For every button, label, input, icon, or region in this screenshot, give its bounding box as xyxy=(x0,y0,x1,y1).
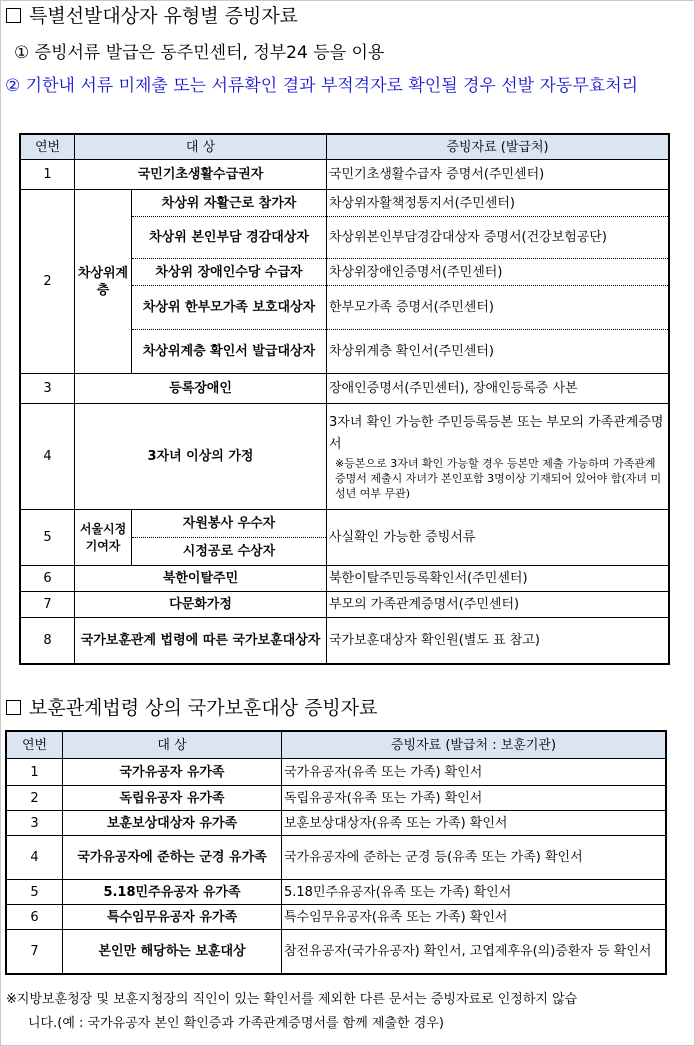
row-doc: 참전유공자(국가유공자) 확인서, 고엽제후유(의)증환자 등 확인서 xyxy=(282,930,666,974)
table-header-row xyxy=(21,135,669,160)
row-no: 4 xyxy=(7,836,63,880)
row-no: 5 xyxy=(21,510,75,566)
row-subtarget: 차상위계층 확인서 발급대상자 xyxy=(132,330,327,374)
row-no: 1 xyxy=(7,759,63,786)
row-target: 국민기초생활수급권자 xyxy=(75,160,327,190)
table-row xyxy=(21,510,669,538)
row-no: 5 xyxy=(7,880,63,905)
footer-note xyxy=(6,988,690,1036)
row-no: 2 xyxy=(7,786,63,811)
row-doc: 차상위장애인증명서(주민센터) xyxy=(327,259,669,286)
evidence-table xyxy=(20,134,669,664)
row-doc: 국가유공자(유족 또는 가족) 확인서 xyxy=(282,759,666,786)
row-group: 서울시정 기여자 xyxy=(75,510,132,566)
table-row xyxy=(21,374,669,404)
table-row xyxy=(21,404,669,510)
row-no: 3 xyxy=(21,374,75,404)
table-row xyxy=(21,160,669,190)
row-no: 3 xyxy=(7,811,63,836)
row-subtarget: 차상위 장애인수당 수급자 xyxy=(132,259,327,286)
footer-line: ※지방보훈청장 및 보훈지청장의 직인이 있는 확인서를 제외한 다른 문서는 증빙자료로 인정하지 않습 xyxy=(6,992,578,1007)
row-no: 7 xyxy=(7,930,63,974)
square-bullet-icon xyxy=(6,700,21,715)
row-target: 3자녀 이상의 가정 xyxy=(75,404,327,510)
row-target: 국가보훈관계 법령에 따른 국가보훈대상자 xyxy=(75,618,327,664)
row-target: 국가유공자 유가족 xyxy=(63,759,282,786)
row-no: 8 xyxy=(21,618,75,664)
table-row xyxy=(7,905,666,930)
row-doc: 독립유공자(유족 또는 가족) 확인서 xyxy=(282,786,666,811)
row-subtarget: 시정공로 수상자 xyxy=(132,538,327,566)
row-doc: 차상위본인부담경감대상자 증명서(건강보험공단) xyxy=(327,217,669,259)
table-row xyxy=(7,786,666,811)
row-target: 본인만 해당하는 보훈대상 xyxy=(63,930,282,974)
row-no: 6 xyxy=(21,566,75,592)
row-doc: 차상위자활책정통지서(주민센터) xyxy=(327,190,669,217)
table-row xyxy=(21,592,669,618)
note-invalidation: ② 기한내 서류 미제출 또는 서류확인 결과 부적격자로 확인될 경우 선발 자동무효처리 xyxy=(5,76,639,96)
row-doc: 한부모가족 증명서(주민센터) xyxy=(327,286,669,330)
row-no: 4 xyxy=(21,404,75,510)
table-row xyxy=(7,930,666,974)
row-doc: 3자녀 확인 가능한 주민등록등본 또는 부모의 가족관계증명서 xyxy=(329,415,664,452)
row-doc-cell xyxy=(327,404,669,510)
row-target: 국가유공자에 준하는 군경 유가족 xyxy=(63,836,282,880)
row-target: 북한이탈주민 xyxy=(75,566,327,592)
row-no: 6 xyxy=(7,905,63,930)
row-doc: 특수임무유공자(유족 또는 가족) 확인서 xyxy=(282,905,666,930)
table-row xyxy=(7,811,666,836)
row-target: 독립유공자 유가족 xyxy=(63,786,282,811)
row-target: 등록장애인 xyxy=(75,374,327,404)
row-doc: 사실확인 가능한 증빙서류 xyxy=(327,510,669,566)
col-header-target: 대 상 xyxy=(75,135,327,160)
col-header-no: 연번 xyxy=(7,732,63,759)
section1-heading: 특별선발대상자 유형별 증빙자료 xyxy=(6,4,298,28)
note-issuance: ① 증빙서류 발급은 동주민센터, 정부24 등을 이용 xyxy=(14,43,385,63)
table-row xyxy=(21,618,669,664)
row-doc: 5.18민주유공자(유족 또는 가족) 확인서 xyxy=(282,880,666,905)
row-no: 1 xyxy=(21,160,75,190)
row-doc: 국민기초생활수급자 증명서(주민센터) xyxy=(327,160,669,190)
table-row xyxy=(7,880,666,905)
row-group: 차상위계층 xyxy=(75,190,132,374)
table-row xyxy=(21,190,669,217)
row-doc: 국가유공자에 준하는 군경 등(유족 또는 가족) 확인서 xyxy=(282,836,666,880)
section2-heading: 보훈관계법령 상의 국가보훈대상 증빙자료 xyxy=(6,696,378,720)
row-no: 7 xyxy=(21,592,75,618)
row-target: 보훈보상대상자 유가족 xyxy=(63,811,282,836)
table-row xyxy=(7,759,666,786)
row-doc: 장애인증명서(주민센터), 장애인등록증 사본 xyxy=(327,374,669,404)
col-header-target: 대 상 xyxy=(63,732,282,759)
row-subtarget: 차상위 본인부담 경감대상자 xyxy=(132,217,327,259)
row-target: 특수임무유공자 유가족 xyxy=(63,905,282,930)
col-header-doc: 증빙자료 (발급처) xyxy=(327,135,669,160)
row-doc: 보훈보상대상자(유족 또는 가족) 확인서 xyxy=(282,811,666,836)
row-doc: 차상위계층 확인서(주민센터) xyxy=(327,330,669,374)
row-doc: 부모의 가족관계증명서(주민센터) xyxy=(327,592,669,618)
col-header-no: 연번 xyxy=(21,135,75,160)
table-row xyxy=(7,836,666,880)
row-no: 2 xyxy=(21,190,75,374)
row-subtarget: 차상위 한부모가족 보호대상자 xyxy=(132,286,327,330)
row-target: 다문화가정 xyxy=(75,592,327,618)
veterans-table xyxy=(6,731,666,974)
row-doc: 북한이탈주민등록확인서(주민센터) xyxy=(327,566,669,592)
row-subtarget: 자원봉사 우수자 xyxy=(132,510,327,538)
row-doc-note: ※등본으로 3자녀 확인 가능할 경우 등본만 제출 가능하며 가족관계증명서 제출시 자녀가 본인포함 3명이상 기재되어 있어야 함(자녀 미성년 여부 무관) xyxy=(335,457,662,500)
row-target: 5.18민주유공자 유가족 xyxy=(63,880,282,905)
row-doc: 국가보훈대상자 확인원(별도 표 참고) xyxy=(327,618,669,664)
square-bullet-icon xyxy=(6,8,21,23)
table-row xyxy=(21,566,669,592)
col-header-doc: 증빙자료 (발급처 : 보훈기관) xyxy=(282,732,666,759)
footer-line: 니다.(예 : 국가유공자 본인 확인증과 가족관계증명서를 함께 제출한 경우) xyxy=(28,1016,444,1031)
table-header-row xyxy=(7,732,666,759)
row-subtarget: 차상위 자활근로 참가자 xyxy=(132,190,327,217)
